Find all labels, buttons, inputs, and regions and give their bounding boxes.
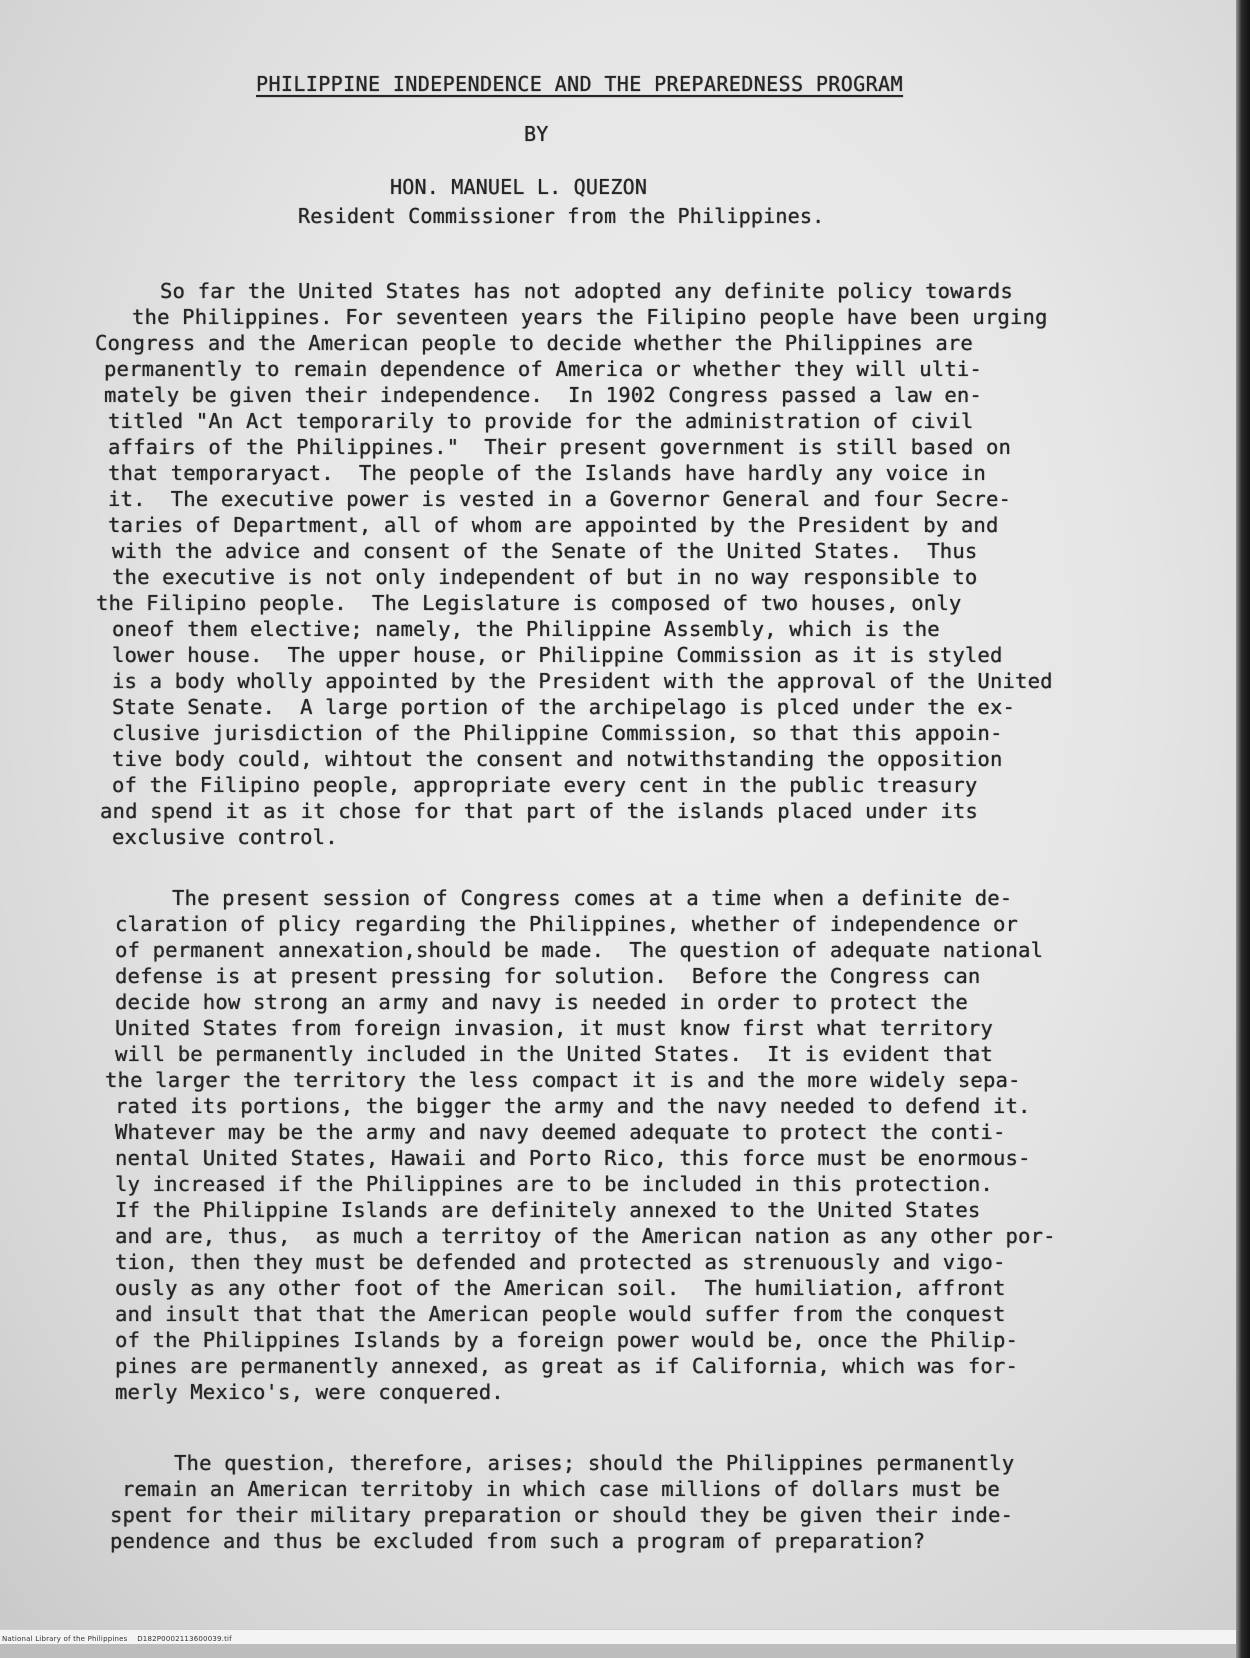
text-line: United States from foreign invasion, it must know first what territory [115, 1016, 993, 1040]
text-line: ly increased if the Philippines are to be included in this protection. [115, 1172, 993, 1196]
text-line: and insult that that the American people would suffer from the conquest [115, 1302, 1006, 1326]
text-line: permanently to remain dependence of America or whether they will ulti- [104, 357, 982, 381]
text-line: titled "An Act temporarily to provide for the administration of civil [108, 409, 974, 433]
text-line: and spend it as it chose for that part of the islands placed under its [100, 799, 978, 823]
text-line: that temporaryact. The people of the Islands have hardly any voice in [108, 461, 986, 485]
text-line: mately be given their independence. In 1902 Congress passed a law en- [104, 383, 982, 407]
text-line: of the Filipino people, appropriate every cent in the public treasury [112, 773, 978, 797]
text-line: of permanent annexation,should be made. The question of adequate national [115, 938, 1044, 962]
text-line: oneof them elective; namely, the Philippine Assembly, which is the [112, 617, 940, 641]
text-line: State Senate. A large portion of the archipelago is plced under the ex- [112, 695, 1016, 719]
text-line: decide how strong an army and navy is needed in order to protect the [115, 990, 968, 1014]
author-affiliation: Resident Commissioner from the Philippines. [298, 204, 825, 228]
text-line: tion, then they must be defended and protected as strenuously and vigo- [115, 1250, 1006, 1274]
text-line: merly Mexico's, were conquered. [115, 1380, 504, 1404]
text-line: If the Philippine Islands are definitely annexed to the United States [115, 1198, 981, 1222]
text-line: the larger the territory the less compact it is and the more widely sepa- [105, 1068, 1021, 1092]
text-line: is a body wholly appointed by the President with the approval of the United [112, 669, 1053, 693]
text-line: affairs of the Philippines." Their present government is still based on [108, 435, 1012, 459]
byline-label: BY [524, 122, 549, 146]
text-line: pendence and thus be excluded from such a program of preparation? [110, 1529, 926, 1553]
text-line: The present session of Congress comes at a time when a definite de- [172, 886, 1013, 910]
author-name: HON. MANUEL L. QUEZON [390, 175, 648, 199]
text-line: So far the United States has not adopted any definite policy towards [160, 279, 1013, 303]
text-line: exclusive control. [112, 825, 338, 849]
text-line: and are, thus, as much a territoy of the American nation as any other por- [115, 1224, 1056, 1248]
text-line: taries of Department, all of whom are appointed by the President by and [108, 513, 999, 537]
text-line: claration of plicy regarding the Philippines, whether of independence or [115, 912, 1019, 936]
scan-source-label: National Library of the Philippines D182P0002113600039.tif [2, 1635, 232, 1643]
text-line: rated its portions, the bigger the army and the navy needed to defend it. [115, 1094, 1031, 1118]
text-line: lower house. The upper house, or Philippine Commission as it is styled [112, 643, 1003, 667]
text-line: with the advice and consent of the Senate of the United States. Thus [112, 539, 978, 563]
scan-edge-shadow [1236, 0, 1250, 1658]
text-line: pines are permanently annexed, as great as if California, which was for- [115, 1354, 1019, 1378]
text-line: nental United States, Hawaii and Porto Rico, this force must be enormous- [115, 1146, 1031, 1170]
scan-footer-strip [0, 1629, 1236, 1644]
text-line: of the Philippines Islands by a foreign power would be, once the Philip- [115, 1328, 1019, 1352]
text-line: defense is at present pressing for solution. Before the Congress can [115, 964, 981, 988]
text-line: the Filipino people. The Legislature is composed of two houses, only [96, 591, 962, 615]
text-line: the Philippines. For seventeen years the Filipino people have been urging [132, 305, 1048, 329]
text-line: tive body could, wihtout the consent and notwithstanding the opposition [112, 747, 1003, 771]
text-line: remain an American territoby in which case millions of dollars must be [122, 1477, 1000, 1501]
text-line: it. The executive power is vested in a Governor General and four Secre- [108, 487, 1012, 511]
text-line: will be permanently included in the United States. It is evident that [115, 1042, 993, 1066]
text-line: clusive jurisdiction of the Philippine Commission, so that this appoin- [112, 721, 1003, 745]
text-line: The question, therefore, arises; should the Philippines permanently [174, 1451, 1015, 1475]
text-line: Whatever may be the army and navy deemed adequate to protect the conti- [115, 1120, 1006, 1144]
text-line: ously as any other foot of the American soil. The humiliation, affront [115, 1276, 1006, 1300]
text-line: Congress and the American people to decide whether the Philippines are [95, 331, 973, 355]
document-title: PHILIPPINE INDEPENDENCE AND THE PREPAREDNESS PROGRAM [256, 72, 903, 96]
text-line: the executive is not only independent of but in no way responsible to [112, 565, 978, 589]
text-line: spent for their military preparation or should they be given their inde- [110, 1503, 1014, 1527]
